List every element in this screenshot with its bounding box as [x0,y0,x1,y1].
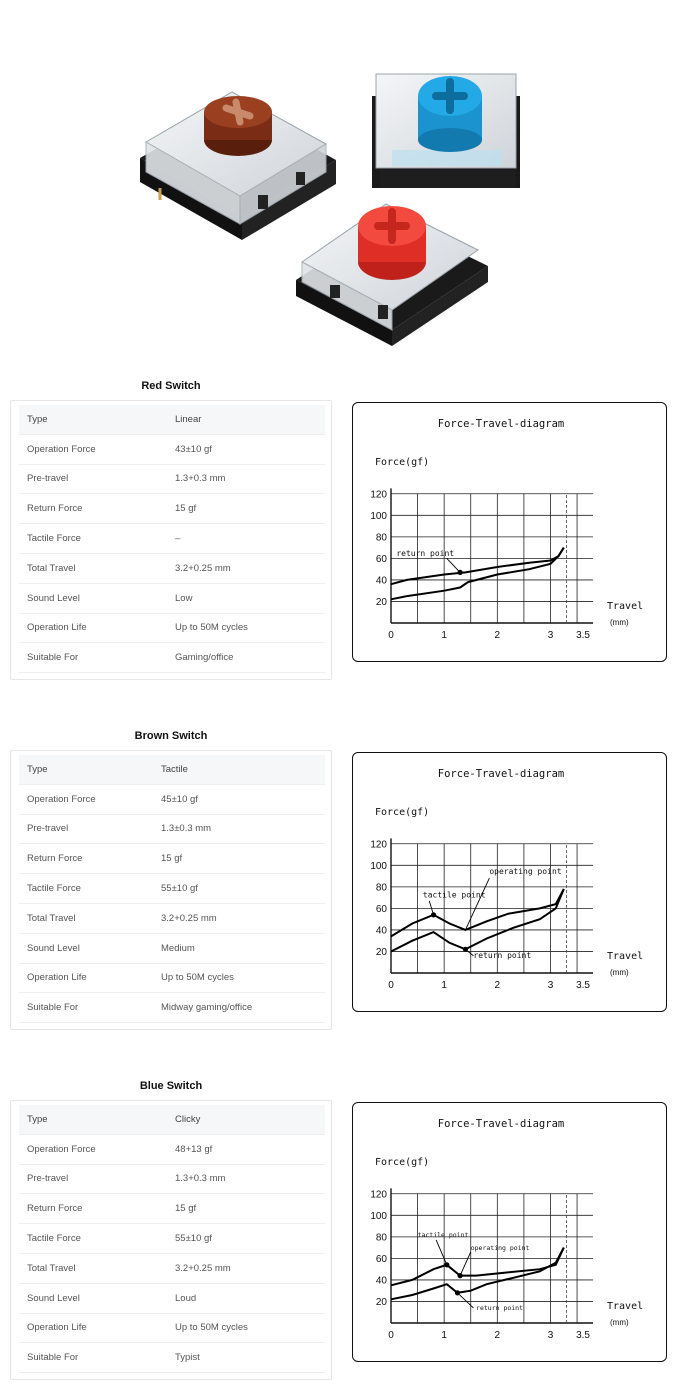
switches-product-image [0,0,680,360]
x-tick-label: 0 [388,630,394,641]
spec-value: Up to 50M cycles [161,972,234,984]
chart-title: Force-Travel-diagram [437,1118,565,1130]
x-tick-label: 3.5 [576,980,591,991]
spec-value: 43±10 gf [175,443,212,455]
spec-key: Type [27,1113,48,1125]
switch-section [0,728,680,1048]
chart-annotation: return point [476,1304,524,1313]
x-tick-label: 2 [494,630,501,641]
blue-switch-picture [372,74,520,188]
y-tick-label: 40 [375,1275,387,1287]
x-tick-label: 1 [441,980,447,991]
chart-annotation: tactile point [422,890,486,900]
spec-value: Typist [175,1352,200,1364]
chart-title: Force-Travel-diagram [437,418,565,430]
spec-value: Up to 50M cycles [175,1322,248,1334]
spec-value: 1.3±0.3 mm [161,823,212,835]
table-row [19,554,325,584]
table-row [19,1284,325,1314]
spec-value: Loud [175,1292,197,1304]
spec-value: 15 gf [175,503,197,515]
table-row [19,1224,325,1254]
spec-key: Operation Life [27,972,87,984]
spec-key: Sound Level [27,942,80,954]
spec-table [19,1105,325,1373]
spec-key: Return Force [27,503,83,515]
spec-value: 15 gf [175,1203,197,1215]
spec-key: Operation Life [27,622,87,634]
brown-switch-picture [140,92,336,240]
spec-key: Suitable For [27,1002,79,1014]
table-row [19,643,325,673]
spec-table-card [10,400,332,680]
table-row [19,815,325,845]
x-tick-label: 1 [441,630,447,641]
table-row [19,1165,325,1195]
spec-key: Sound Level [27,1292,80,1304]
table-row [19,785,325,815]
spec-value: Midway gaming/office [161,1002,253,1014]
x-tick-label: 0 [388,1330,394,1341]
y-tick-label: 40 [375,925,387,937]
chart-annotation: operating point [470,1243,530,1252]
x-axis-unit: (mm) [610,968,629,977]
spec-value: Low [175,592,193,604]
y-tick-label: 60 [375,903,387,915]
force-travel-chart [353,753,668,1013]
y-axis-label: Force(gf) [375,807,430,818]
table-header-row [19,755,325,785]
table-row [19,1343,325,1373]
table-row [19,524,325,554]
x-axis-label: Travel [607,951,644,962]
x-axis-label: Travel [607,1301,644,1312]
table-row [19,465,325,495]
spec-value: Gaming/office [175,652,234,664]
y-tick-label: 100 [370,510,387,522]
spec-table [19,405,325,673]
table-row [19,964,325,994]
x-tick-label: 3.5 [576,630,591,641]
x-tick-label: 3 [547,980,554,991]
x-tick-label: 2 [494,980,501,991]
spec-key: Suitable For [27,1352,79,1364]
x-tick-label: 3 [547,1330,554,1341]
grid [391,1188,593,1323]
spec-value: 1.3+0.3 mm [175,473,226,485]
y-tick-label: 80 [375,532,387,544]
spec-key: Pre-travel [27,1173,69,1185]
switch-section [0,1078,680,1398]
chart-title: Force-Travel-diagram [437,768,565,780]
force-travel-chart [353,1103,668,1363]
spec-value: Tactile [161,763,188,775]
spec-value: 55±10 gf [161,883,198,895]
table-row [19,1135,325,1165]
y-tick-label: 80 [375,882,387,894]
y-tick-label: 60 [375,1253,387,1265]
force-travel-chart [353,403,668,663]
x-tick-label: 0 [388,980,394,991]
y-tick-label: 60 [375,553,387,565]
spec-key: Type [27,763,48,775]
table-row [19,904,325,934]
table-row [19,844,325,874]
spec-value: Up to 50M cycles [175,622,248,634]
chart-annotation: tactile point [417,1230,469,1239]
x-tick-label: 2 [494,1330,501,1341]
y-tick-label: 120 [370,1189,387,1201]
table-row [19,874,325,904]
red-switch-picture [296,204,488,346]
table-row [19,614,325,644]
spec-table [19,755,325,1023]
table-row [19,435,325,465]
switch-section [0,378,680,698]
spec-key: Suitable For [27,652,79,664]
x-tick-label: 3.5 [576,1330,591,1341]
chart-annotation: return point [473,950,532,960]
spec-key: Type [27,413,48,425]
y-tick-label: 20 [375,946,387,958]
release-curve [391,1248,564,1300]
y-tick-label: 80 [375,1232,387,1244]
spec-key: Tactile Force [27,883,81,895]
x-tick-label: 1 [441,1330,447,1341]
chart-annotation: return point [396,549,455,559]
force-travel-diagram [352,752,667,1012]
spec-key: Operation Force [27,443,96,455]
curve-point [431,912,436,917]
table-row [19,1194,325,1224]
spec-table-card [10,1100,332,1380]
spec-key: Return Force [27,853,83,865]
spec-value: Medium [161,942,195,954]
spec-key: Tactile Force [27,533,81,545]
spec-key: Pre-travel [27,823,69,835]
x-axis-unit: (mm) [610,618,629,627]
spec-key: Total Travel [27,562,76,574]
x-axis-label: Travel [607,601,644,612]
spec-value: 3.2+0.25 mm [175,1262,231,1274]
spec-value: – [175,533,181,545]
y-tick-label: 100 [370,860,387,872]
y-axis-label: Force(gf) [375,1157,430,1168]
section-title: Red Switch [141,380,201,392]
x-tick-label: 3 [547,630,554,641]
spec-key: Sound Level [27,592,80,604]
spec-key: Tactile Force [27,1233,81,1245]
table-header-row [19,1105,325,1135]
section-title: Brown Switch [134,730,208,742]
section-title: Blue Switch [139,1080,203,1092]
y-tick-label: 40 [375,575,387,587]
table-row [19,934,325,964]
spec-value: 3.2+0.25 mm [161,912,217,924]
table-row [19,584,325,614]
spec-key: Total Travel [27,912,76,924]
force-travel-diagram [352,402,667,662]
y-tick-label: 100 [370,1210,387,1222]
y-tick-label: 20 [375,596,387,608]
spec-key: Operation Force [27,1143,96,1155]
spec-table-card [10,750,332,1030]
table-row [19,494,325,524]
spec-value: 1.3+0.3 mm [175,1173,226,1185]
spec-value: 3.2+0.25 mm [175,562,231,574]
spec-value: 45±10 gf [161,793,198,805]
table-row [19,1314,325,1344]
spec-value: 48+13 gf [175,1143,213,1155]
spec-key: Total Travel [27,1262,76,1274]
spec-value: 15 gf [161,853,183,865]
spec-key: Operation Force [27,793,96,805]
spec-value: Clicky [175,1113,201,1125]
curve-point [444,1262,449,1267]
chart-annotation: operating point [489,866,562,876]
y-tick-label: 120 [370,839,387,851]
table-header-row [19,405,325,435]
x-axis-unit: (mm) [610,1318,629,1327]
spec-key: Pre-travel [27,473,69,485]
force-travel-diagram [352,1102,667,1362]
y-tick-label: 120 [370,489,387,501]
spec-key: Return Force [27,1203,83,1215]
y-axis-label: Force(gf) [375,457,430,468]
y-tick-label: 20 [375,1296,387,1308]
spec-key: Operation Life [27,1322,87,1334]
spec-value: Linear [175,413,202,425]
spec-value: 55±10 gf [175,1233,212,1245]
table-row [19,993,325,1023]
table-row [19,1254,325,1284]
